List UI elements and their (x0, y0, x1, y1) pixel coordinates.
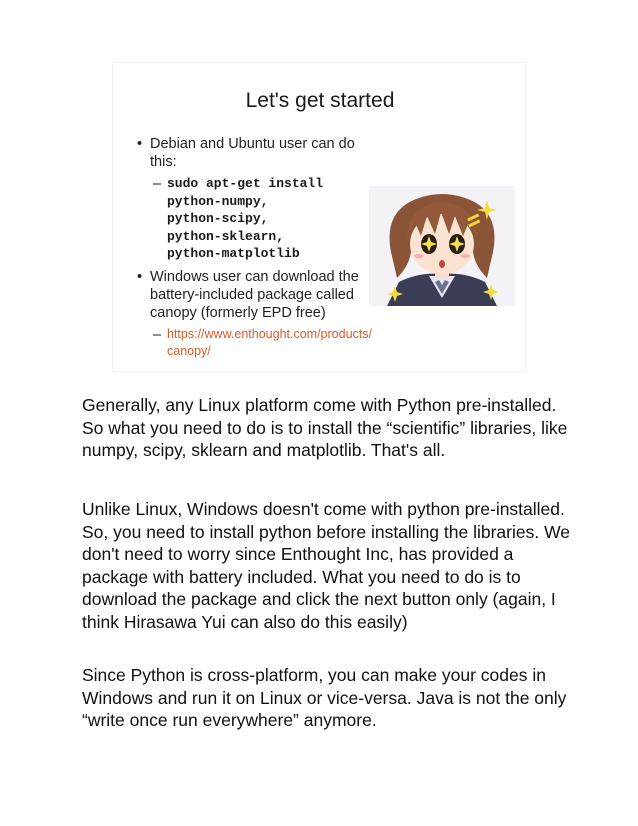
bullet-text-windows: Windows user can download the battery-included package called canopy (formerly EPD free) (150, 268, 359, 321)
bullet-list (137, 135, 373, 365)
anime-girl-image (369, 186, 515, 306)
paragraph-cross-platform: Since Python is cross-platform, you can make your codes in Windows and run it on Linux or vice-versa. Java is not the only “write once run everywhere” anymore. (82, 665, 567, 730)
command-line: sudo apt-get install (167, 176, 324, 191)
slide-frame (112, 62, 526, 372)
command-line: python-matplotlib (167, 246, 300, 261)
canopy-link[interactable]: https://www.enthought.com/products/canopy/ (167, 326, 372, 358)
bullet-dot-icon: • (137, 136, 143, 152)
dash-icon: – (153, 326, 162, 343)
install-command (167, 175, 373, 263)
bullet-item-debian (137, 135, 373, 171)
slide-title: Let's get started (245, 89, 395, 112)
bullet-text-debian: Debian and Ubuntu user can do this: (150, 136, 355, 170)
command-line: python-numpy, (167, 193, 269, 209)
bullet-item-windows (137, 268, 373, 322)
sub-item-command (137, 175, 373, 263)
dash-icon: – (153, 176, 162, 192)
paragraph-linux: Generally, any Linux platform come with Python pre-installed. So what you need to do is to install the “scientific” libraries, like numpy, scipy, sklearn and matplotlib. That's all. (82, 395, 568, 460)
bullet-dot-icon: • (137, 268, 143, 285)
sub-item-link (137, 326, 373, 360)
command-line: python-scipy, (167, 211, 269, 226)
paragraph-windows: Unlike Linux, Windows doesn't come with python pre-installed. So, you need to install python before installing the libraries. We don't need to worry since Enthought Inc, has provided a package with battery included. What you need to do is to download the package and click the next button only (again, I think Hirasawa Yui can also do this easily) (82, 499, 571, 632)
command-line: python-sklearn, (167, 228, 285, 244)
